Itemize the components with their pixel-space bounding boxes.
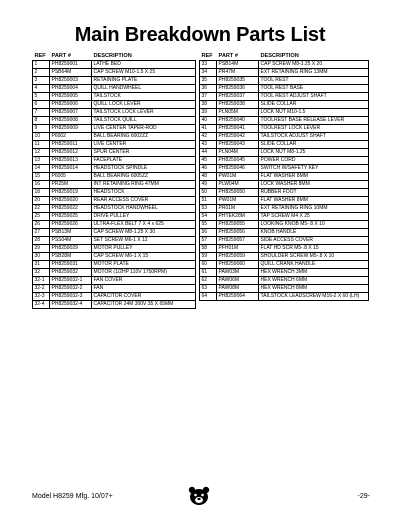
part-number-cell: PH8259025 <box>50 213 92 221</box>
description-cell: TAILSTOCK LOCK LEVER <box>92 109 196 117</box>
part-number-cell: PH8259006 <box>50 101 92 109</box>
description-cell: FAN COVER <box>92 277 196 285</box>
header-ref: REF <box>34 53 46 59</box>
description-cell: FAN <box>92 285 196 293</box>
description-cell: CAP SCREW M8-1.25 X 20 <box>259 61 369 69</box>
table-row <box>33 141 196 149</box>
part-number-cell: PLN04M <box>217 149 259 157</box>
description-cell: RETAINING PLATE <box>92 77 196 85</box>
description-cell: CAP SCREW M6-1 X 15 <box>92 253 196 261</box>
part-number-cell: PH8259045 <box>217 157 259 165</box>
part-number-cell: PH8259038 <box>217 101 259 109</box>
table-row <box>33 133 196 141</box>
table-row <box>200 157 369 165</box>
table-row <box>33 101 196 109</box>
parts-table-left-body <box>33 61 196 309</box>
part-number-cell: PH8259026 <box>50 221 92 229</box>
description-cell: TOOL REST <box>259 77 369 85</box>
ref-cell: 3 <box>33 77 50 85</box>
table-row <box>200 221 369 229</box>
parts-table-left-column <box>32 52 196 309</box>
ref-cell: 48 <box>200 173 217 181</box>
table-row <box>200 101 369 109</box>
header-description: DESCRIPTION <box>260 53 299 59</box>
part-number-cell: PSB14M <box>217 61 259 69</box>
ref-cell: 53 <box>200 205 217 213</box>
ref-cell: 31 <box>33 261 50 269</box>
part-number-cell: PH8259041 <box>217 125 259 133</box>
part-number-cell: PH8259060 <box>217 261 259 269</box>
part-number-cell: PH8259029 <box>50 245 92 253</box>
table-row <box>33 125 196 133</box>
table-row <box>33 117 196 125</box>
header-ref: REF <box>201 53 213 59</box>
description-cell: KNOB HANDLE <box>259 229 369 237</box>
ref-cell: 42 <box>200 133 217 141</box>
ref-cell: 14 <box>33 165 50 173</box>
header-part: PART # <box>51 53 71 59</box>
part-number-cell: PW01M <box>217 197 259 205</box>
table-row <box>200 125 369 133</box>
header-description: DESCRIPTION <box>93 53 132 59</box>
part-number-cell: PH8259032-1 <box>50 277 92 285</box>
part-number-cell: P6005 <box>50 173 92 181</box>
table-row <box>33 77 196 85</box>
table-row <box>200 285 369 293</box>
table-row <box>200 229 369 237</box>
ref-cell: 36 <box>200 85 217 93</box>
ref-cell: 45 <box>200 157 217 165</box>
table-row <box>33 293 196 301</box>
ref-cell: 32-1 <box>33 277 50 285</box>
table-row <box>200 85 369 93</box>
ref-cell: 43 <box>200 141 217 149</box>
description-cell: FLAT HD SCR M5-.8 X 15 <box>259 245 369 253</box>
part-number-cell: PAW03M <box>217 269 259 277</box>
table-row <box>33 85 196 93</box>
part-number-cell: PLN05M <box>217 109 259 117</box>
description-cell: BALL BEARING 6002ZZ <box>92 133 196 141</box>
ref-cell: 38 <box>200 101 217 109</box>
description-cell: HEX WRENCH 3MM <box>259 269 369 277</box>
ref-cell: 20 <box>33 197 50 205</box>
part-number-cell: P6002 <box>50 133 92 141</box>
ref-cell: 60 <box>200 261 217 269</box>
description-cell: HEADSTOCK HANDWHEEL <box>92 205 196 213</box>
description-cell: QUILL CRANK HANDLE <box>259 261 369 269</box>
ref-cell: 34 <box>200 69 217 77</box>
ref-cell: 49 <box>200 181 217 189</box>
description-cell: ULTRA-FLEX BELT 7 X 4 x 625 <box>92 221 196 229</box>
ref-cell: 50 <box>200 189 217 197</box>
table-row <box>200 253 369 261</box>
part-number-cell: PH8259050 <box>217 189 259 197</box>
part-number-cell: PH8259032-2 <box>50 285 92 293</box>
ref-cell: 28 <box>33 237 50 245</box>
description-cell: HEADSTOCK <box>92 189 196 197</box>
ref-cell: 44 <box>200 149 217 157</box>
ref-cell: 13 <box>33 157 50 165</box>
table-row <box>33 237 196 245</box>
table-row <box>33 245 196 253</box>
ref-cell: 26 <box>33 221 50 229</box>
description-cell: HEADSTOCK SPINDLE <box>92 165 196 173</box>
table-row <box>33 181 196 189</box>
description-cell: SLIDE COLLAR <box>259 101 369 109</box>
table-row <box>200 109 369 117</box>
table-row <box>33 197 196 205</box>
ref-cell: 62 <box>200 277 217 285</box>
description-cell: LOOKING KNOB M5- 8 X 10 <box>259 221 369 229</box>
table-header-row <box>33 52 196 61</box>
description-cell: TOOLREST BASE RELEASE LEVER <box>259 117 369 125</box>
ref-cell: 27 <box>33 229 50 237</box>
table-row <box>33 261 196 269</box>
description-cell: FACEPLATE <box>92 157 196 165</box>
part-number-cell: PSB64M <box>50 69 92 77</box>
description-cell: MOTOR PLATE <box>92 261 196 269</box>
ref-cell: 10 <box>33 133 50 141</box>
table-row <box>33 165 196 173</box>
table-row <box>200 277 369 285</box>
description-cell: CAP SCREW M10-1.5 X 25 <box>92 69 196 77</box>
table-row <box>200 141 369 149</box>
part-number-cell: PAW06M <box>217 277 259 285</box>
part-number-cell: PH8259046 <box>217 165 259 173</box>
part-number-cell: PH8259037 <box>217 93 259 101</box>
description-cell: SLIDE COLLAR <box>259 141 369 149</box>
part-number-cell: PH8259032-4 <box>50 301 92 309</box>
part-number-cell: PSS04M <box>50 237 92 245</box>
part-number-cell: PSB13M <box>50 229 92 237</box>
ref-cell: 7 <box>33 109 50 117</box>
ref-cell: 22 <box>33 205 50 213</box>
table-header-row <box>200 52 369 61</box>
table-row <box>33 301 196 309</box>
ref-cell: 25 <box>33 213 50 221</box>
parts-table-right <box>199 52 369 301</box>
description-cell: TAILSTOCK <box>92 93 196 101</box>
table-row <box>200 61 369 69</box>
part-number-cell: PLW04M <box>217 181 259 189</box>
part-number-cell: PSB28M <box>50 253 92 261</box>
table-row <box>33 93 196 101</box>
table-row <box>33 277 196 285</box>
ref-cell: 32-2 <box>33 285 50 293</box>
table-row <box>200 181 369 189</box>
description-cell: BALL BEARING 6005ZZ <box>92 173 196 181</box>
ref-cell: 30 <box>33 253 50 261</box>
part-number-cell: PR47M <box>217 69 259 77</box>
part-number-cell: PR01M <box>217 205 259 213</box>
description-cell: QUILL HANDWHEEL <box>92 85 196 93</box>
description-cell: SWITCH W/SAFETY KEY <box>259 165 369 173</box>
table-row <box>200 93 369 101</box>
header-part: PART # <box>218 53 238 59</box>
table-row <box>200 213 369 221</box>
part-number-cell: PH8259019 <box>50 189 92 197</box>
table-row <box>200 189 369 197</box>
part-number-cell: PH8259057 <box>217 237 259 245</box>
ref-cell: 12 <box>33 149 50 157</box>
table-row <box>33 61 196 69</box>
table-row <box>33 269 196 277</box>
ref-cell: 55 <box>200 221 217 229</box>
table-row <box>33 285 196 293</box>
table-row <box>200 149 369 157</box>
ref-cell: 41 <box>200 125 217 133</box>
ref-cell: 6 <box>33 101 50 109</box>
description-cell: SHOULDER SCREW M5-.8 X 10 <box>259 253 369 261</box>
description-cell: EXT RETAINING RING 13MM <box>259 69 369 77</box>
ref-cell: 59 <box>200 253 217 261</box>
table-row <box>200 205 369 213</box>
description-cell: SIDE ACCESS COVER <box>259 237 369 245</box>
table-row <box>33 253 196 261</box>
description-cell: SPUR CENTER <box>92 149 196 157</box>
description-cell: LATHE BED <box>92 61 196 69</box>
part-number-cell: PH8259022 <box>50 205 92 213</box>
ref-cell: 11 <box>33 141 50 149</box>
ref-cell: 56 <box>200 229 217 237</box>
ref-cell: 8 <box>33 117 50 125</box>
ref-cell: 58 <box>200 245 217 253</box>
table-row <box>200 117 369 125</box>
description-cell: LOCK WASHER 8MM <box>259 181 369 189</box>
part-number-cell: PH8259005 <box>50 93 92 101</box>
table-row <box>200 237 369 245</box>
part-number-cell: PH8259014 <box>50 165 92 173</box>
description-cell: SET SCREW M6-1 X 12 <box>92 237 196 245</box>
ref-cell: 33 <box>200 61 217 69</box>
ref-cell: 5 <box>33 93 50 101</box>
table-row <box>33 149 196 157</box>
bear-head-icon <box>187 486 211 506</box>
ref-cell: 64 <box>200 293 217 301</box>
description-cell: FLAT WASHER 8MM <box>259 197 369 205</box>
description-cell: MOTOR (1/2HP 110V 1750RPM) <box>92 269 196 277</box>
part-number-cell: PH8259055 <box>217 221 259 229</box>
part-number-cell: PW01M <box>217 173 259 181</box>
description-cell: TOOL REST BASE <box>259 85 369 93</box>
table-row <box>200 165 369 173</box>
table-row <box>33 173 196 181</box>
ref-cell: 61 <box>200 269 217 277</box>
table-row <box>33 69 196 77</box>
ref-cell: 54 <box>200 213 217 221</box>
table-row <box>200 69 369 77</box>
table-row <box>200 173 369 181</box>
description-cell: TAP SCREW M4 X 25 <box>259 213 369 221</box>
part-number-cell: PH8259007 <box>50 109 92 117</box>
table-row <box>200 261 369 269</box>
table-row <box>33 157 196 165</box>
parts-table-right-body <box>200 61 369 301</box>
part-number-cell: PH8259043 <box>217 141 259 149</box>
description-cell: LIVE CENTER <box>92 141 196 149</box>
page-title: Main Breakdown Parts List <box>74 24 326 46</box>
description-cell: QUILL LOCK LEVER <box>92 101 196 109</box>
description-cell: HEX WRENCH 6MM <box>259 277 369 285</box>
table-row <box>33 229 196 237</box>
ref-cell: 63 <box>200 285 217 293</box>
description-cell: FLAT WASHER 8MM <box>259 173 369 181</box>
part-number-cell: PH8259056 <box>217 229 259 237</box>
description-cell: TOOLREST LOCK LEVER <box>259 125 369 133</box>
ref-cell: 39 <box>200 109 217 117</box>
part-number-cell: PH8259059 <box>217 253 259 261</box>
part-number-cell: PFH01M <box>217 245 259 253</box>
description-cell: CAPACITOR COVER <box>92 293 196 301</box>
part-number-cell: PH8259008 <box>50 117 92 125</box>
ref-cell: 51 <box>200 197 217 205</box>
part-number-cell: PH8259035 <box>217 77 259 85</box>
description-cell: EXT RETAINING RING 10MM <box>259 205 369 213</box>
part-number-cell: PH8259003 <box>50 77 92 85</box>
parts-table-right-column <box>199 52 369 301</box>
ref-cell: 15 <box>33 173 50 181</box>
ref-cell: 16 <box>33 181 50 189</box>
ref-cell: 46 <box>200 165 217 173</box>
ref-cell: 4 <box>33 85 50 93</box>
ref-cell: 18 <box>33 189 50 197</box>
ref-cell: 32 <box>33 269 50 277</box>
part-number-cell: PH8259036 <box>217 85 259 93</box>
ref-cell: 32-3 <box>33 293 50 301</box>
ref-cell: 37 <box>200 93 217 101</box>
table-row <box>33 189 196 197</box>
table-row <box>200 77 369 85</box>
description-cell: TOOL REST ADJUST SHAFT <box>259 93 369 101</box>
part-number-cell: PH8259004 <box>50 85 92 93</box>
parts-table-left <box>32 52 196 309</box>
description-cell: LOCK NUT M8-1.25 <box>259 149 369 157</box>
ref-cell: 1 <box>33 61 50 69</box>
table-row <box>200 197 369 205</box>
model-footer: Model H8259 Mfg. 10/07+ <box>32 493 113 500</box>
table-row <box>33 205 196 213</box>
part-number-cell: PH8259001 <box>50 61 92 69</box>
part-number-cell: PR25M <box>50 181 92 189</box>
description-cell: POWER CORD <box>259 157 369 165</box>
part-number-cell: PH8259032-3 <box>50 293 92 301</box>
ref-cell: 29 <box>33 245 50 253</box>
part-number-cell: PH8259032 <box>50 269 92 277</box>
part-number-cell: PHTEK28M <box>217 213 259 221</box>
part-number-cell: PAW08M <box>217 285 259 293</box>
table-row <box>33 109 196 117</box>
part-number-cell: PH8259012 <box>50 149 92 157</box>
part-number-cell: PH8259013 <box>50 157 92 165</box>
table-row <box>33 221 196 229</box>
part-number-cell: PH8259040 <box>217 117 259 125</box>
description-cell: REAR ACCESS COVER <box>92 197 196 205</box>
part-number-cell: PH8259031 <box>50 261 92 269</box>
table-row <box>33 213 196 221</box>
description-cell: CAPACITOR 24M 300V 35 X 65MM <box>92 301 196 309</box>
ref-cell: 9 <box>33 125 50 133</box>
part-number-cell: PH8259064 <box>217 293 259 301</box>
part-number-cell: PH8259042 <box>217 133 259 141</box>
part-number-cell: PH8259009 <box>50 125 92 133</box>
description-cell: TAILSTOCK ADJUST SHAFT <box>259 133 369 141</box>
page-number: -29- <box>357 493 370 500</box>
ref-cell: 57 <box>200 237 217 245</box>
ref-cell: 32-4 <box>33 301 50 309</box>
table-row <box>200 245 369 253</box>
description-cell: RUBBER FOOT <box>259 189 369 197</box>
part-number-cell: PH8259011 <box>50 141 92 149</box>
description-cell: DRIVE PULLEY <box>92 213 196 221</box>
ref-cell: 40 <box>200 117 217 125</box>
table-row <box>200 133 369 141</box>
part-number-cell: PH8259020 <box>50 197 92 205</box>
description-cell: LIVE CENTER TAPER-ROD <box>92 125 196 133</box>
description-cell: HEX WRENCH 8MM <box>259 285 369 293</box>
ref-cell: 35 <box>200 77 217 85</box>
ref-cell: 2 <box>33 69 50 77</box>
description-cell: INT RETAINING RING 47MM <box>92 181 196 189</box>
description-cell: LOCK NUT M10-1.5 <box>259 109 369 117</box>
table-row <box>200 269 369 277</box>
description-cell: MOTOR PULLEY <box>92 245 196 253</box>
description-cell: TAILSTOCK QUILL <box>92 117 196 125</box>
description-cell: CAP SCREW M8-1.25 X 30 <box>92 229 196 237</box>
table-row <box>200 293 369 301</box>
description-cell: TAILSTOCK LEADSCREW M16-2 X 60 (LH) <box>259 293 369 301</box>
